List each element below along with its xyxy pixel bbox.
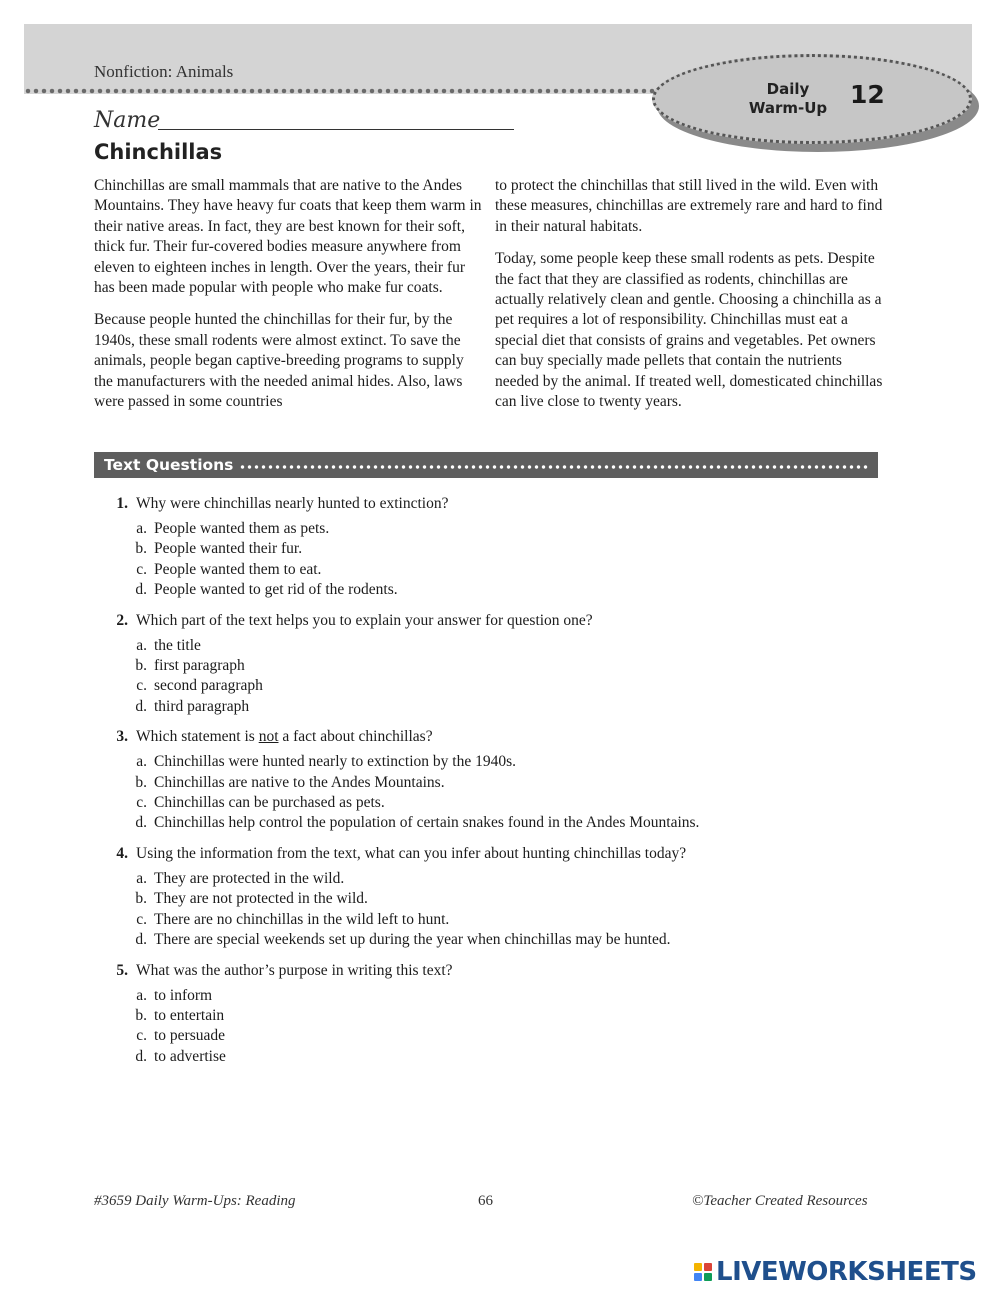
text-questions-bar [94, 452, 878, 478]
question-text-part: a fact about chinchillas? [278, 728, 433, 746]
option-letter: a. [136, 986, 147, 1004]
answer-option[interactable] [94, 1006, 874, 1026]
option-letter: d. [135, 931, 147, 949]
logo-square [694, 1263, 702, 1271]
option-letter: c. [136, 910, 147, 928]
question-number: 4. [116, 844, 128, 862]
question-text: What was the author’s purpose in writing this text? [136, 961, 453, 979]
logo-square [704, 1263, 712, 1271]
option-text: third paragraph [154, 697, 250, 715]
option-text: Chinchillas are native to the Andes Mountains. [154, 773, 445, 791]
question-number: 1. [116, 495, 128, 512]
question-4 [94, 844, 874, 951]
question-number: 2. [116, 611, 128, 629]
option-text: to advertise [154, 1047, 226, 1065]
question-2 [94, 611, 874, 718]
logo-square [694, 1273, 702, 1281]
name-blank-line[interactable] [158, 129, 514, 130]
answer-option[interactable] [94, 560, 874, 580]
answer-option[interactable] [94, 519, 874, 539]
answer-option[interactable] [94, 1026, 874, 1046]
option-text: There are no chinchillas in the wild left to hunt. [154, 910, 450, 928]
option-text: People wanted their fur. [154, 540, 303, 558]
question-5 [94, 961, 874, 1068]
option-letter: b. [135, 890, 147, 908]
page-title: Chinchillas [94, 140, 223, 164]
question-list [94, 494, 874, 1077]
footer-book-title: #3659 Daily Warm-Ups: Reading [94, 1193, 296, 1209]
footer-page-number: 66 [478, 1193, 493, 1209]
answer-option[interactable] [94, 889, 874, 909]
question-text: Which part of the text helps you to explain your answer for question one? [136, 611, 593, 629]
passage-paragraph: Because people hunted the chinchillas for their fur, by the 1940s, these small rodents were almost extinct. To save the animals, people began captive-breeding programs to supply the manufacturers with the needed animal hides. Also, laws were passed in some countries [94, 311, 464, 411]
option-text: People wanted to get rid of the rodents. [154, 581, 398, 599]
liveworksheets-logo[interactable] [694, 1257, 977, 1287]
answer-option[interactable] [94, 580, 874, 600]
option-letter: c. [136, 677, 147, 695]
answer-option[interactable] [94, 636, 874, 656]
option-text: the title [154, 636, 201, 654]
dotted-leader [239, 464, 870, 470]
question-1 [94, 494, 874, 601]
option-text: to inform [154, 986, 213, 1004]
option-text: to persuade [154, 1027, 226, 1045]
answer-option[interactable] [94, 697, 874, 717]
answer-option[interactable] [94, 910, 874, 930]
liveworksheets-logo-icon [694, 1263, 712, 1281]
option-letter: d. [135, 697, 147, 715]
answer-option[interactable] [94, 1047, 874, 1067]
badge-line-2: Warm-Up [748, 99, 828, 117]
option-text: first paragraph [154, 657, 245, 675]
passage-paragraph: Chinchillas are small mammals that are native to the Andes Mountains. They have heavy fur coats that keep them warm in their native areas. In fact, they are best known for their soft, thick fur. Their fur-covered bodies measure anywhere from eleven to eighteen inches in length. Over the years, their fur has been made popular with people who make fur coats. [94, 177, 482, 297]
option-letter: c. [136, 794, 147, 812]
answer-option[interactable] [94, 676, 874, 696]
answer-option[interactable] [94, 539, 874, 559]
question-number: 5. [116, 961, 128, 979]
option-text: They are not protected in the wild. [154, 890, 368, 908]
question-text: Why were chinchillas nearly hunted to extinction? [136, 495, 449, 512]
passage-left-column [94, 176, 486, 424]
option-text: They are protected in the wild. [154, 869, 345, 887]
option-text: Chinchillas can be purchased as pets. [154, 794, 385, 812]
option-text: Chinchillas were hunted nearly to extinction by the 1940s. [154, 753, 517, 771]
text-questions-heading: Text Questions [104, 456, 234, 474]
answer-option[interactable] [94, 773, 874, 793]
option-letter: c. [136, 560, 147, 578]
answer-option[interactable] [94, 793, 874, 813]
section-label: Nonfiction: Animals [94, 62, 234, 81]
question-number: 3. [116, 728, 128, 746]
footer-copyright: ©Teacher Created Resources [692, 1193, 868, 1209]
option-letter: a. [136, 636, 147, 654]
option-letter: a. [136, 753, 147, 771]
option-letter: a. [136, 520, 147, 537]
option-letter: d. [135, 1047, 147, 1065]
question-text: Using the information from the text, what can you infer about hunting chinchillas today? [136, 844, 687, 862]
question-text-part: Which statement is [136, 728, 259, 746]
passage-paragraph: to protect the chinchillas that still lived in the wild. Even with these measures, chinchillas are extremely rare and hard to find in their natural habitats. [495, 177, 883, 235]
badge-number: 12 [850, 80, 885, 109]
answer-option[interactable] [94, 656, 874, 676]
answer-option[interactable] [94, 986, 874, 1006]
option-letter: b. [135, 540, 147, 558]
passage-right-column [495, 176, 887, 424]
option-letter: d. [135, 814, 147, 832]
underlined-word: not [258, 728, 279, 746]
option-letter: b. [135, 657, 147, 675]
option-letter: a. [136, 869, 147, 887]
answer-option[interactable] [94, 869, 874, 889]
liveworksheets-logo-text: LIVEWORKSHEETS [716, 1257, 977, 1287]
answer-option[interactable] [94, 813, 874, 833]
option-text: There are special weekends set up during the year when chinchillas may be hunted. [154, 931, 671, 949]
option-text: to entertain [154, 1006, 225, 1024]
answer-option[interactable] [94, 930, 874, 950]
name-label: Name [94, 108, 161, 133]
question-3 [94, 727, 874, 834]
option-text: second paragraph [154, 677, 263, 695]
option-letter: d. [135, 581, 147, 599]
header-dotted-rule [24, 88, 674, 94]
badge-title [738, 80, 838, 118]
option-letter: c. [136, 1027, 147, 1045]
option-text: People wanted them as pets. [154, 520, 330, 537]
badge-line-1: Daily [766, 80, 810, 98]
option-text: Chinchillas help control the population of certain snakes found in the Andes Mountains. [154, 814, 700, 832]
question-text [136, 727, 433, 747]
option-text: People wanted them to eat. [154, 560, 322, 578]
logo-square [704, 1273, 712, 1281]
option-letter: b. [135, 773, 147, 791]
answer-option[interactable] [94, 752, 874, 772]
option-letter: b. [135, 1006, 147, 1024]
passage-paragraph: Today, some people keep these small rodents as pets. Despite the fact that they are classified as rodents, chinchillas are actually relatively clean and gentle. Choosing a chinchilla as a pet requires a lot of responsibility. Chinchillas must eat a special diet that consists of grains and vegetables. Pet owners can buy specially made pellets that contain the nutrients needed by the animal. If treated well, domesticated chinchillas can live close to twenty years. [495, 250, 883, 411]
